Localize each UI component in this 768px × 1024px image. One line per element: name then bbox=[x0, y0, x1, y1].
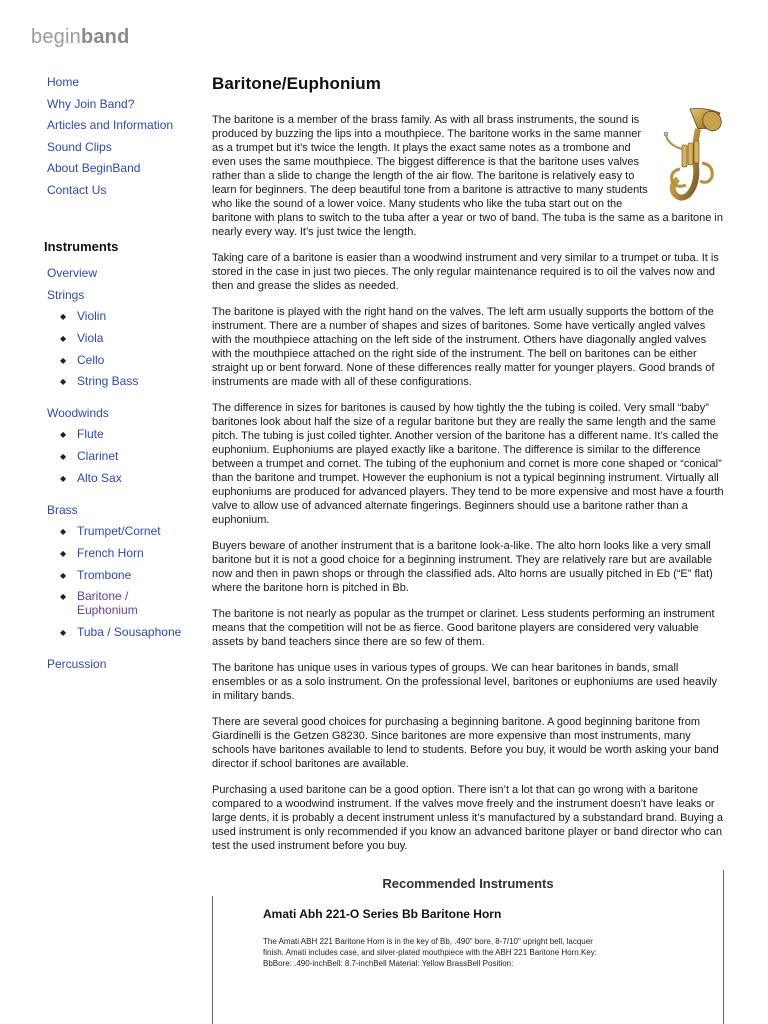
nav-alto-sax[interactable]: ◆ Alto Sax bbox=[60, 470, 122, 485]
recommended-heading: Recommended Instruments bbox=[382, 876, 554, 891]
nav-violin[interactable]: ◆ Violin bbox=[60, 309, 107, 323]
paragraph: Buyers beware of another instrument that is a baritone look-a-like. The alto horn looks like a very small baritone but it is not a good choice for a beginning instrument. They are relatively rare but are available now and then in pawn shops or through the classified ads. Alto horns are usually pitched in Eb (“E” flat) where the baritone horn is pitched in Bb. bbox=[212, 540, 713, 594]
bullet-icon: ◆ bbox=[60, 452, 67, 462]
paragraph: The difference in sizes for baritones is caused by how tightly the the tubing is coiled. Very small “baby” baritones look about half the size of a regular baritone but they are really the same length and the same pitch. The tubing is just coiled tighter. Another version of the baritone has a different name. It’s called the euphonium. Euphoniums are played exactly like a baritone. The difference is similar to the difference between a trumpet and cornet. The tubing of the euphonium and cornet is more cone shaped or “conical” than the baritone and trumpet. However the euphonium is not a typical beginning instrument. Virtually all euphoniums are produced for advanced players. They tend to be more expensive and most have a fourth valve to allow use of advanced alternate fingerings. Beginners should use a baritone rather than a euphonium. bbox=[212, 402, 724, 526]
main-nav bbox=[47, 75, 197, 205]
bullet-icon: ◆ bbox=[60, 333, 67, 343]
bullet-icon: ◆ bbox=[60, 570, 67, 580]
product-title[interactable]: Amati Abh 221-O Series Bb Baritone Horn bbox=[263, 907, 502, 921]
nav-brass[interactable]: Brass bbox=[47, 502, 78, 517]
nav-string-bass[interactable]: ◆ String Bass bbox=[60, 374, 139, 389]
nav-viola[interactable]: ◆ Viola bbox=[60, 330, 104, 345]
baritone-image bbox=[662, 105, 726, 205]
bullet-icon: ◆ bbox=[60, 628, 67, 638]
bullet-icon: ◆ bbox=[60, 430, 67, 440]
nav-clarinet[interactable]: ◆ Clarinet bbox=[60, 449, 119, 464]
paragraph: Purchasing a used baritone can be a good option. There isn’t a lot that can go wrong with a baritone compared to a woodwind instrument. If the valves move freely and the instrument doesn’t have leaks or large dents, it is probably a decent instrument unless it’s manufactured by a substandard brand. Buying a used instrument is only recommended if you know an advanced baritone player or band director who can test the used instrument before you buy. bbox=[212, 784, 723, 852]
paragraph: The baritone is played with the right hand on the valves. The left arm usually supports the bottom of the instrument. There are a number of shapes and sizes of baritones. Some have vertically angled valves with the mouthpiece attaching on the left side of the instrument. Others have diagonally angled valves with the mouthpiece attached on the right side of the instrument. The bell on baritones can be either straight up or bent forward. None of these differences really matter for younger players. Good brands of instruments are made with all of these configurations. bbox=[212, 306, 715, 388]
bullet-icon: ◆ bbox=[60, 312, 67, 321]
paragraph: Taking care of a baritone is easier than a woodwind instrument and very similar to a trumpet or tuba. It is stored in the case in just two pieces. The only regular maintenance required is to oil the valves now and then and grease the slides as needed. bbox=[212, 252, 719, 292]
paragraph: The baritone is a member of the brass family. As with all brass instruments, the sound is produced by buzzing the lips into a mouthpiece. The baritone works in the same manner as a trumpet but it’s twice the length. It plays the exact same notes as a trombone and even uses the same mouthpiece. The biggest difference is that the baritone uses valves rather than a slide to change the length of the air flow. The baritone is relatively easy to learn for beginners. The deep beautiful tone from a baritone is attractive to many students who like the sound of a lower voice. Many students who like the tuba start out on the baritone with plans to switch to the tuba after a year or two of band. The tuba is the same as a baritone in nearly every way. It’s just twice the length. bbox=[212, 114, 723, 238]
nav-why-join-band[interactable]: Why Join Band? bbox=[47, 96, 135, 111]
nav-contact[interactable]: Contact Us bbox=[47, 182, 107, 197]
nav-baritone-euphonium[interactable]: ◆ Baritone / Euphonium bbox=[60, 589, 138, 618]
bullet-icon: ◆ bbox=[60, 355, 67, 365]
nav-tuba-sousaphone[interactable]: ◆ Tuba / Sousaphone bbox=[60, 625, 182, 640]
bullet-icon: ◆ bbox=[60, 377, 67, 387]
bullet-icon: ◆ bbox=[60, 548, 67, 558]
logo-text-bold: band bbox=[80, 26, 130, 48]
nav-percussion[interactable]: Percussion bbox=[47, 657, 107, 672]
divider bbox=[723, 870, 724, 1024]
paragraph: The baritone is not nearly as popular as the trumpet or clarinet. Less students performing an instrument means that the competition will not be as fierce. Good baritone players are considered very valuable assets by band teachers since there are so few of them. bbox=[212, 608, 715, 648]
bullet-icon: ◆ bbox=[60, 526, 67, 536]
nav-woodwinds[interactable]: Woodwinds bbox=[47, 406, 109, 421]
instruments-heading: Instruments bbox=[44, 239, 119, 254]
bullet-icon: ◆ bbox=[60, 473, 67, 483]
nav-french-horn[interactable]: ◆ French Horn bbox=[60, 545, 144, 560]
nav-sound-clips[interactable]: Sound Clips bbox=[47, 139, 112, 154]
paragraph: There are several good choices for purchasing a beginning baritone. A good beginning baritone from Giardinelli is the Getzen G8230. Since baritones are more expensive than most instruments, many schools have baritones available to lend to students. Before you buy, it would be worth asking your band director if school baritones are available. bbox=[212, 716, 719, 770]
nav-strings[interactable]: Strings bbox=[47, 288, 85, 302]
woodwinds-list bbox=[47, 427, 197, 485]
recommended-instruments bbox=[212, 870, 724, 1024]
logo-text-light: begin bbox=[31, 26, 81, 48]
product-description: The Amati ABH 221 Baritone Horn is in the key of Bb, .490" bore, 8-7/10" upright bell, lacquer finish. Amati includes case, and silver-plated mouthpiece with the ABH 221 Baritone Horn.Key: BbBore: .490-inchBell: 8.7-inchBell Material: Yellow BrassBell Position: bbox=[263, 937, 597, 968]
instrument-nav bbox=[47, 266, 197, 671]
strings-list bbox=[47, 309, 197, 388]
page-title: Baritone/Euphonium bbox=[212, 74, 381, 93]
nav-trumpet-cornet[interactable]: ◆ Trumpet/Cornet bbox=[60, 523, 161, 538]
site-logo[interactable] bbox=[31, 26, 130, 49]
brass-list bbox=[47, 524, 197, 639]
nav-articles[interactable]: Articles and Information bbox=[47, 118, 174, 133]
divider bbox=[212, 896, 213, 1024]
nav-home[interactable]: Home bbox=[47, 75, 80, 89]
nav-cello[interactable]: ◆ Cello bbox=[60, 352, 105, 367]
nav-trombone[interactable]: ◆ Trombone bbox=[60, 567, 132, 582]
paragraph: The baritone has unique uses in various types of groups. We can hear baritones in bands, small ensembles or as a solo instrument. On the professional level, baritones or euphoniums are used heavily in military bands. bbox=[212, 662, 718, 702]
nav-overview[interactable]: Overview bbox=[47, 266, 98, 280]
article bbox=[212, 74, 724, 865]
nav-about[interactable]: About BeginBand bbox=[47, 161, 141, 176]
nav-flute[interactable]: ◆ Flute bbox=[60, 427, 104, 442]
bullet-icon: ◆ bbox=[60, 592, 67, 602]
